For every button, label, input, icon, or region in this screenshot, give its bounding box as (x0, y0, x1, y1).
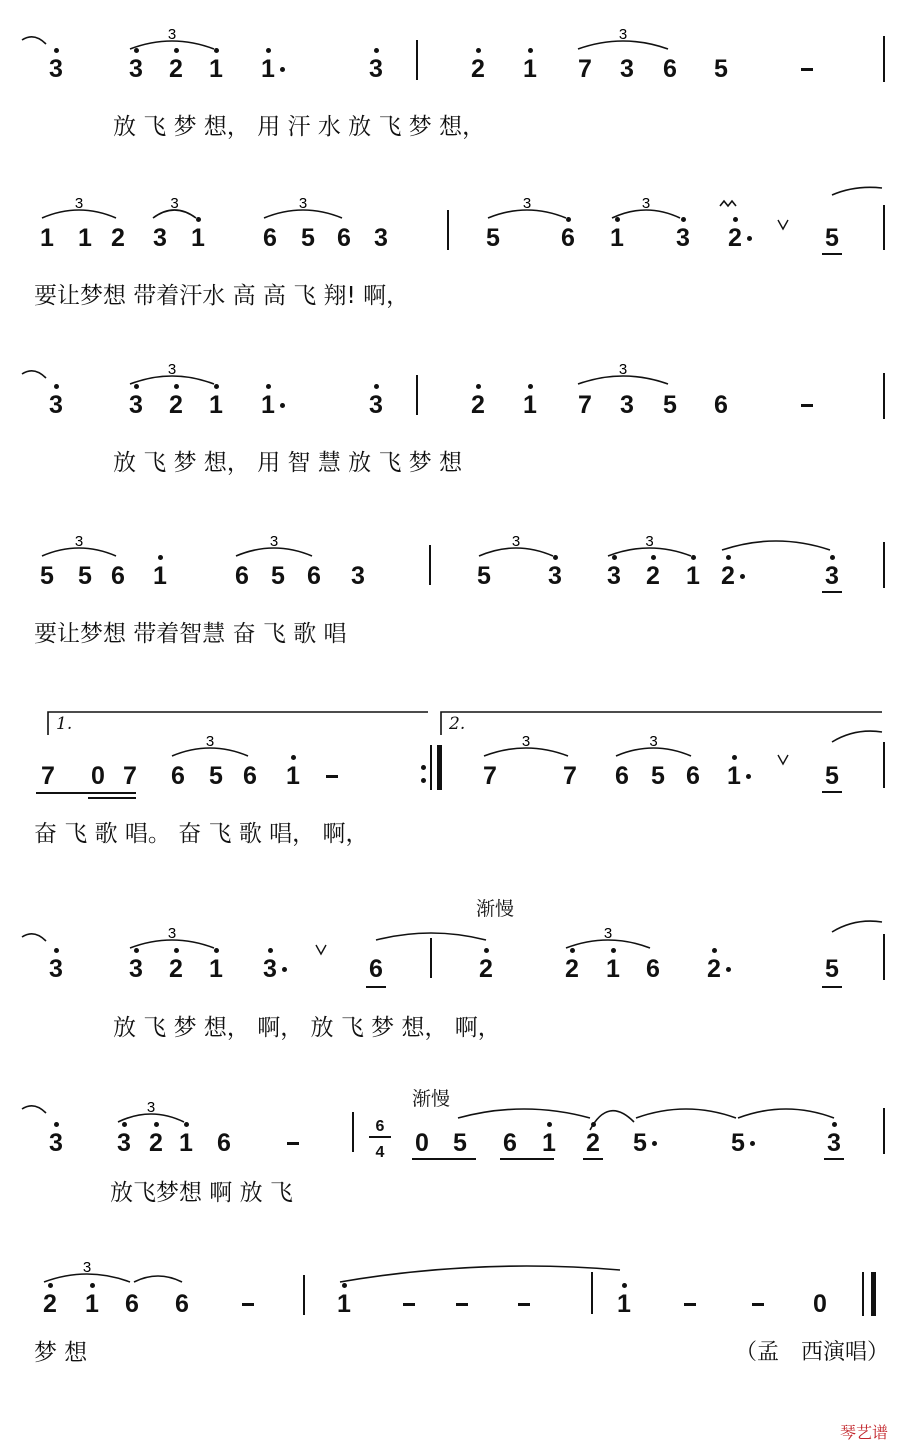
note-s4-8: 5 (477, 562, 491, 590)
breath-mark (316, 945, 326, 954)
watermark-logo: 琴艺谱 (840, 1423, 889, 1442)
note-s2-10: 6 (561, 224, 575, 252)
triplet-number: 3 (170, 195, 179, 212)
note-s7-13: 3 (827, 1129, 841, 1157)
note-s6-1: 3 (129, 955, 143, 983)
note-s7-7: 5 (453, 1129, 467, 1157)
note-s2-11: 1 (610, 224, 624, 252)
note-s8-3: 6 (175, 1290, 189, 1318)
tie-in-mark (22, 37, 46, 44)
note-s7-3: 1 (179, 1129, 193, 1157)
note-s2-3: 3 (153, 224, 167, 252)
note-s1-7: 1 (523, 55, 537, 83)
note-s3-1: 3 (129, 391, 143, 419)
note-s1-2: 2 (169, 55, 183, 83)
note-s7-8: 6 (503, 1129, 517, 1157)
note-s7-12: 5 (731, 1129, 745, 1157)
note-s4-0: 5 (40, 562, 54, 590)
slur (722, 541, 830, 550)
note-s3-9: 3 (620, 391, 634, 419)
note-s4-3: 1 (153, 562, 167, 590)
slur (376, 933, 486, 940)
note-s6-10: 2 (707, 955, 721, 983)
note-s2-12: 3 (676, 224, 690, 252)
note-s4-13: 2 (721, 562, 735, 590)
note-s2-1: 1 (78, 224, 92, 252)
note-s4-10: 3 (607, 562, 621, 590)
note-s8-0: 2 (43, 1290, 57, 1318)
time-signature-bottom: 4 (375, 1144, 385, 1161)
lyrics-s4: 要让梦想 带着智慧 奋 飞 歌 唱 (34, 621, 347, 647)
volta-1-label: 1. (56, 714, 73, 734)
triplet-number: 3 (649, 733, 658, 750)
note-s5-6: 1 (286, 762, 300, 790)
triplet-number: 3 (205, 733, 215, 750)
note-s1-4: 1 (261, 55, 275, 83)
volta-1 (48, 712, 428, 735)
note-s7-2: 2 (149, 1129, 163, 1157)
note-s2-2: 2 (111, 224, 125, 252)
note-s1-11: 5 (714, 55, 728, 83)
tie-in-mark (22, 1106, 46, 1113)
note-s3-0: 3 (49, 391, 63, 419)
triplet-number: 3 (618, 26, 628, 43)
note-s4-9: 3 (548, 562, 562, 590)
note-s2-14: 5 (825, 224, 839, 252)
triplet-number: 3 (641, 195, 651, 212)
note-s4-5: 5 (271, 562, 285, 590)
note-s5-14: 5 (825, 762, 839, 790)
triplet-number: 3 (74, 195, 84, 212)
lyrics-s3: 放 飞 梦 想， 用 智 慧 放 飞 梦 想 (113, 450, 463, 476)
note-s6-0: 3 (49, 955, 63, 983)
triplet-number: 3 (167, 26, 177, 43)
note-s2-0: 1 (40, 224, 54, 252)
note-s8-9: 1 (617, 1290, 631, 1318)
note-s2-13: 2 (728, 224, 742, 252)
note-s1-8: 7 (578, 55, 592, 83)
volta-2-label: 2. (449, 714, 466, 734)
note-s6-7: 2 (565, 955, 579, 983)
note-s3-5: 3 (369, 391, 383, 419)
tie-in-mark (22, 371, 46, 378)
slur (832, 921, 882, 932)
triplet-number: 3 (521, 733, 531, 750)
note-s2-9: 5 (486, 224, 500, 252)
note-s4-14: 3 (825, 562, 839, 590)
note-s5-2: 7 (123, 762, 137, 790)
note-s3-10: 5 (663, 391, 677, 419)
triplet-number: 3 (82, 1259, 92, 1276)
triplet-number: 3 (603, 925, 613, 942)
note-s5-1: 0 (91, 762, 105, 790)
note-s1-0: 3 (49, 55, 63, 83)
lyrics-s2: 要让梦想 带着汗水 高 高 飞 翔! 啊， (34, 283, 410, 309)
note-s7-11: 5 (633, 1129, 647, 1157)
note-s5-12: 6 (686, 762, 700, 790)
note-s5-8: 7 (483, 762, 497, 790)
note-s3-8: 7 (578, 391, 592, 419)
note-s6-2: 2 (169, 955, 183, 983)
slur (134, 1276, 182, 1282)
note-s6-5: 6 (369, 955, 383, 983)
note-s4-12: 1 (686, 562, 700, 590)
note-s4-1: 5 (78, 562, 92, 590)
slur (738, 1109, 834, 1118)
note-s8-1: 1 (85, 1290, 99, 1318)
note-s6-9: 6 (646, 955, 660, 983)
note-s3-6: 2 (471, 391, 485, 419)
note-s1-1: 3 (129, 55, 143, 83)
volta-2 (441, 712, 882, 735)
triplet-number: 3 (618, 361, 628, 378)
note-s7-0: 3 (49, 1129, 63, 1157)
note-s5-5: 6 (243, 762, 257, 790)
note-s4-6: 6 (307, 562, 321, 590)
note-s8-2: 6 (125, 1290, 139, 1318)
breath-mark (778, 755, 788, 764)
note-s5-0: 7 (41, 762, 55, 790)
slur (832, 187, 882, 195)
triplet-number: 3 (645, 533, 654, 550)
lyrics-s6: 放 飞 梦 想， 啊， 放 飞 梦 想， 啊， (113, 1015, 501, 1041)
note-s3-4: 1 (261, 391, 275, 419)
note-s5-4: 5 (209, 762, 223, 790)
breath-mark (778, 220, 788, 229)
note-s1-5: 3 (369, 55, 383, 83)
note-s7-10: 2 (586, 1129, 600, 1157)
slur (636, 1109, 736, 1118)
note-s7-1: 3 (117, 1129, 131, 1157)
note-s6-6: 2 (479, 955, 493, 983)
note-s1-3: 1 (209, 55, 223, 83)
triplet-number: 3 (74, 533, 84, 550)
note-s6-11: 5 (825, 955, 839, 983)
triplet-number: 3 (522, 195, 532, 212)
time-signature-top: 6 (375, 1118, 385, 1135)
note-s4-7: 3 (351, 562, 365, 590)
note-s2-5: 6 (263, 224, 277, 252)
slur (590, 1111, 634, 1130)
note-s6-4: 3 (263, 955, 277, 983)
note-s6-3: 1 (209, 955, 223, 983)
note-s4-4: 6 (235, 562, 249, 590)
note-s2-6: 5 (301, 224, 315, 252)
note-s7-6: 0 (415, 1129, 429, 1157)
fermata-ornament (720, 201, 736, 206)
lyrics-s7: 放飞梦想 啊 放 飞 (110, 1180, 293, 1206)
triplet-number: 3 (167, 925, 177, 942)
note-s8-12: 0 (813, 1290, 827, 1318)
slur (832, 731, 882, 742)
note-s1-9: 3 (620, 55, 634, 83)
note-s7-4: 6 (217, 1129, 231, 1157)
lyrics-s1: 放 飞 梦 想， 用 汗 水 放 飞 梦 想， (113, 114, 486, 140)
note-s3-7: 1 (523, 391, 537, 419)
note-s4-11: 2 (646, 562, 660, 590)
note-s5-13: 1 (727, 762, 741, 790)
tie-in-mark (22, 934, 46, 941)
tempo-marking-2: 渐慢 (412, 1088, 451, 1110)
triplet-number: 3 (146, 1099, 156, 1116)
note-s2-4: 1 (191, 224, 205, 252)
lyrics-s5: 奋 飞 歌 唱。 奋 飞 歌 唱， 啊， (34, 821, 369, 847)
slur (340, 1266, 620, 1282)
triplet-number: 3 (298, 195, 308, 212)
note-s1-6: 2 (471, 55, 485, 83)
triplet-number: 3 (511, 533, 521, 550)
note-s3-11: 6 (714, 391, 728, 419)
note-s4-2: 6 (111, 562, 125, 590)
note-s5-9: 7 (563, 762, 577, 790)
note-s2-8: 3 (374, 224, 388, 252)
note-s6-8: 1 (606, 955, 620, 983)
note-s5-11: 5 (651, 762, 665, 790)
note-s5-10: 6 (615, 762, 629, 790)
performer-credit: （孟 西演唱） (735, 1340, 890, 1365)
note-s3-3: 1 (209, 391, 223, 419)
triplet-number: 3 (167, 361, 177, 378)
note-s8-5: 1 (337, 1290, 351, 1318)
note-s7-9: 1 (542, 1129, 556, 1157)
note-s3-2: 2 (169, 391, 183, 419)
note-s5-3: 6 (171, 762, 185, 790)
note-s1-10: 6 (663, 55, 677, 83)
tempo-marking-1: 渐慢 (476, 898, 515, 920)
slur (458, 1109, 590, 1118)
note-s2-7: 6 (337, 224, 351, 252)
lyrics-s8: 梦 想 (34, 1340, 88, 1366)
triplet-number: 3 (269, 533, 279, 550)
